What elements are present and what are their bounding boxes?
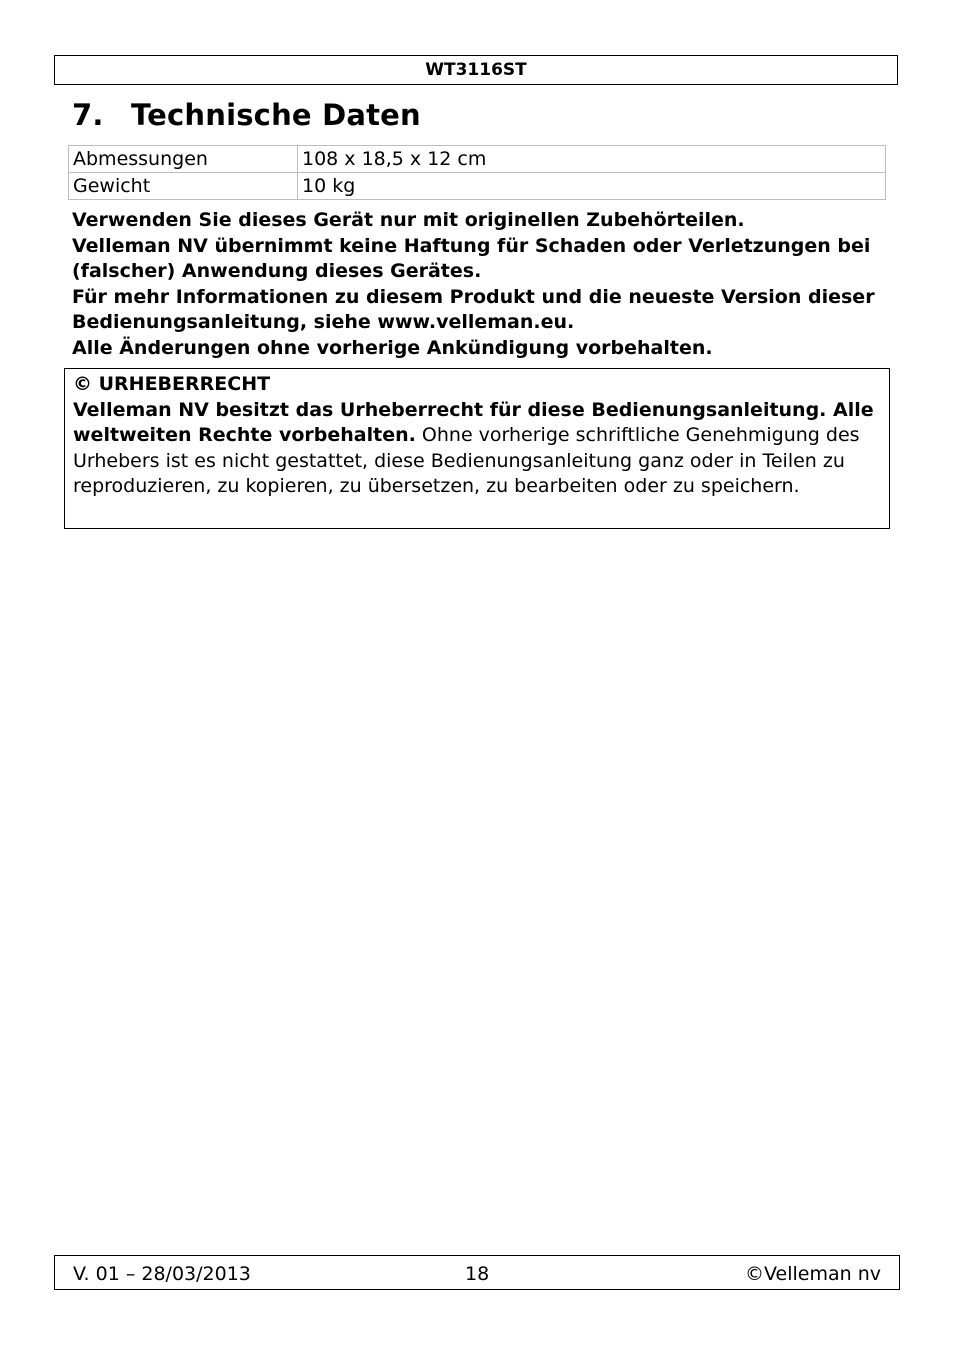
notice-line: Verwenden Sie dieses Gerät nur mit originellen Zubehörteilen. <box>72 209 745 231</box>
table-row <box>69 173 886 200</box>
spec-key: Abmessungen <box>69 146 298 173</box>
copyright-heading: © URHEBERRECHT <box>73 373 271 395</box>
page-number: 18 <box>465 1263 490 1285</box>
page-footer <box>54 1255 900 1290</box>
notice-line: Velleman NV übernimmt keine Haftung für Schaden oder Verletzungen bei (falscher) Anwendung dieses Gerätes. <box>72 234 871 282</box>
page-header <box>54 55 898 85</box>
section-title <box>72 98 421 132</box>
notice-line: Alle Änderungen ohne vorherige Ankündigung vorbehalten. <box>72 336 713 359</box>
footer-version: V. 01 – 28/03/2013 <box>73 1263 251 1285</box>
spec-key: Gewicht <box>69 173 298 200</box>
spec-value: 108 x 18,5 x 12 cm <box>298 146 886 173</box>
copyright-body <box>73 398 881 500</box>
copyright-normal-text: Ohne vorherige schriftliche Genehmigung des Urhebers ist es nicht gestattet, diese Bedienungsanleitung ganz oder in Teilen zu reproduzieren, zu kopieren, zu übersetzen, zu bearbeiten oder zu speichern. <box>73 424 860 497</box>
table-row <box>69 146 886 173</box>
notice-block <box>72 208 887 361</box>
spec-table <box>68 145 886 200</box>
copyright-box <box>64 368 890 529</box>
spec-value: 10 kg <box>298 173 886 200</box>
footer-copyright: ©Velleman nv <box>745 1263 881 1285</box>
model-name: WT3116ST <box>425 60 527 80</box>
copyright-bold-text: Velleman NV besitzt das Urheberrecht für diese Bedienungsanleitung. Alle weltweiten Rechte vorbehalten. <box>73 398 874 446</box>
section-title-text: Technische Daten <box>131 98 421 132</box>
notice-line: Für mehr Informationen zu diesem Produkt und die neueste Version dieser Bedienungsanleitung, siehe www.velleman.eu. <box>72 285 875 333</box>
section-number: 7. <box>72 98 104 132</box>
